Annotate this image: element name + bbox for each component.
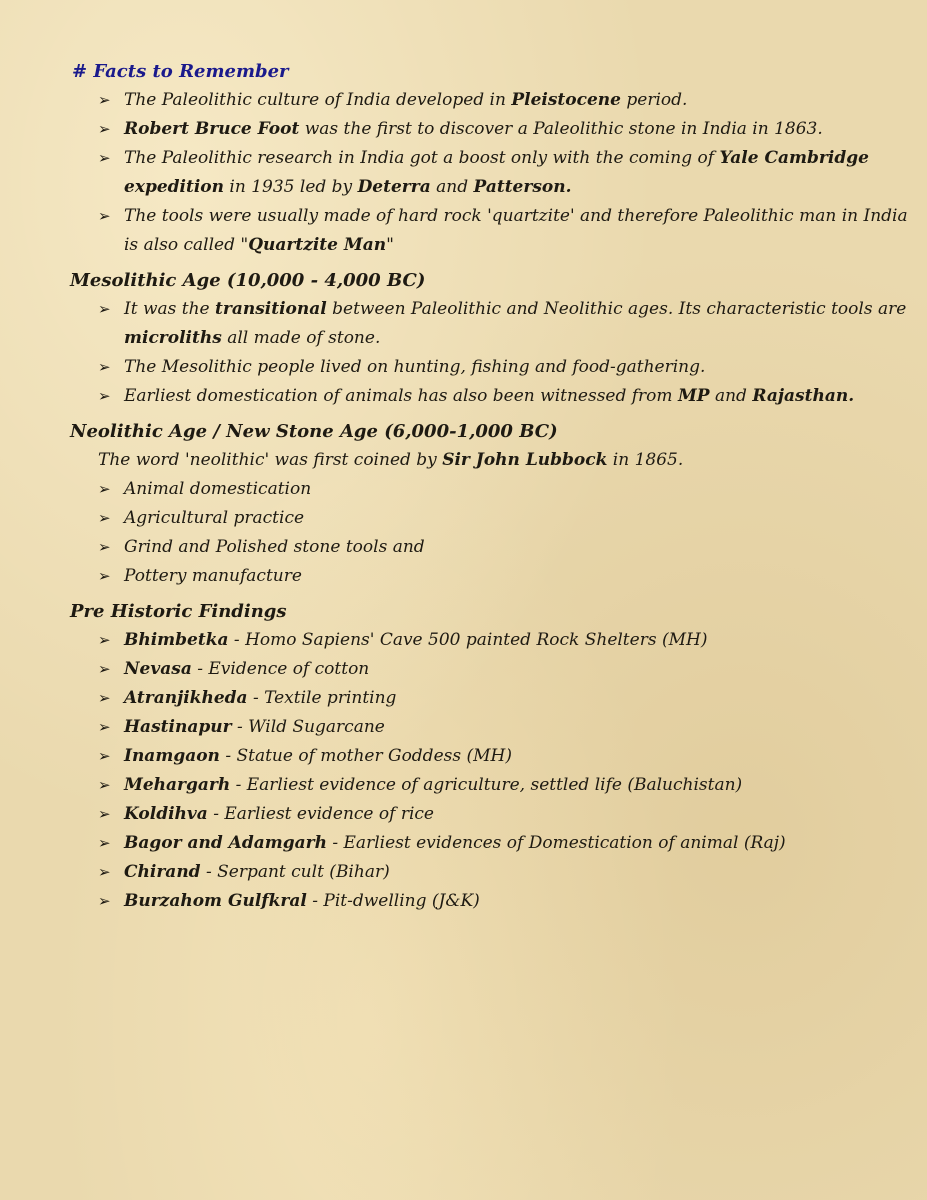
bold-term: Hastinapur: [124, 717, 232, 737]
text-run: - Evidence of cotton: [191, 659, 370, 679]
list-item: [98, 144, 927, 202]
arrow-bullet-icon: ➢: [98, 834, 111, 852]
arrow-bullet-icon: ➢: [98, 358, 111, 376]
arrow-bullet-icon: ➢: [98, 863, 111, 881]
bold-term: Bagor and Adamgarh: [124, 833, 327, 853]
list-item: [98, 475, 927, 504]
facts-title: # Facts to Remember: [72, 61, 289, 82]
arrow-bullet-icon: ➢: [98, 207, 111, 225]
text-run: Agricultural practice: [124, 508, 305, 528]
list-item: [98, 771, 927, 800]
bold-term: Sir John Lubbock: [442, 450, 608, 470]
text-run: was the first to discover a Paleolithic stone in India in 1863.: [299, 119, 823, 139]
bold-term: Nevasa: [124, 659, 192, 679]
neolithic-intro: [98, 446, 927, 475]
text-run: The tools were usually made of hard rock 'quartzite' and therefore Paleolithic man in India is also called ": [124, 206, 908, 255]
bold-term: Chirand: [124, 862, 201, 882]
bold-term: Yale Cambridge expedition: [124, 148, 869, 197]
list-item: [98, 202, 927, 260]
text-run: - Earliest evidences of Domestication of animal (Raj): [326, 833, 786, 853]
text-run: - Earliest evidence of rice: [207, 804, 434, 824]
text-run: Grind and Polished stone tools and: [124, 537, 425, 557]
text-run: Pottery manufacture: [124, 566, 302, 586]
text-run: in 1865.: [607, 450, 684, 470]
list-item: [98, 533, 927, 562]
bold-term: Mehargarh: [124, 775, 231, 795]
text-run: and: [709, 386, 753, 406]
arrow-bullet-icon: ➢: [98, 805, 111, 823]
arrow-bullet-icon: ➢: [98, 892, 111, 910]
text-run: - Pit-dwelling (J&K): [306, 891, 480, 911]
bold-term: Rajasthan.: [752, 386, 855, 406]
bold-term: Robert Bruce Foot: [124, 119, 300, 139]
arrow-bullet-icon: ➢: [98, 747, 111, 765]
list-item: [98, 800, 927, 829]
mesolithic-heading: Mesolithic Age (10,000 - 4,000 BC): [70, 270, 426, 291]
list-item: [98, 382, 927, 411]
arrow-bullet-icon: ➢: [98, 387, 111, 405]
list-item: [98, 504, 927, 533]
text-run: - Serpant cult (Bihar): [200, 862, 390, 882]
neolithic-list: [70, 475, 927, 591]
bold-term: MP: [677, 386, 710, 406]
text-run: Animal domestication: [124, 479, 312, 499]
findings-heading: Pre Historic Findings: [70, 601, 287, 622]
text-run: The Paleolithic culture of India developed in: [124, 90, 512, 110]
text-run: period.: [620, 90, 688, 110]
text-run: - Statue of mother Goddess (MH): [219, 746, 512, 766]
arrow-bullet-icon: ➢: [98, 660, 111, 678]
list-item: [98, 353, 927, 382]
bold-term: Bhimbetka: [124, 630, 229, 650]
list-item: [98, 713, 927, 742]
bold-term: Burzahom Gulfkral: [124, 891, 307, 911]
text-run: all made of stone.: [221, 328, 381, 348]
text-run: ": [386, 235, 394, 255]
list-item: [98, 86, 927, 115]
text-run: in 1935 led by: [224, 177, 358, 197]
arrow-bullet-icon: ➢: [98, 149, 111, 167]
arrow-bullet-icon: ➢: [98, 509, 111, 527]
bold-term: Patterson.: [473, 177, 572, 197]
bold-term: Koldihva: [124, 804, 208, 824]
arrow-bullet-icon: ➢: [98, 567, 111, 585]
text-run: between Paleolithic and Neolithic ages. Its characteristic tools are: [326, 299, 907, 319]
bold-term: Inamgaon: [124, 746, 220, 766]
list-item: [98, 742, 927, 771]
arrow-bullet-icon: ➢: [98, 538, 111, 556]
list-item: [98, 829, 927, 858]
arrow-bullet-icon: ➢: [98, 91, 111, 109]
text-run: - Wild Sugarcane: [231, 717, 385, 737]
list-item: [98, 295, 927, 353]
bold-term: Deterra: [357, 177, 431, 197]
arrow-bullet-icon: ➢: [98, 300, 111, 318]
bold-term: transitional: [215, 299, 327, 319]
text-run: The word 'neolithic' was first coined by: [98, 450, 443, 470]
list-item: [98, 655, 927, 684]
findings-list: [70, 626, 927, 916]
bold-term: Quartzite Man: [248, 235, 387, 255]
arrow-bullet-icon: ➢: [98, 631, 111, 649]
text-run: The Mesolithic people lived on hunting, fishing and food-gathering.: [124, 357, 706, 377]
list-item: [98, 626, 927, 655]
list-item: [98, 887, 927, 916]
text-run: - Earliest evidence of agriculture, settled life (Baluchistan): [230, 775, 743, 795]
bold-term: Atranjikheda: [124, 688, 248, 708]
text-run: and: [430, 177, 474, 197]
bold-term: microliths: [124, 328, 222, 348]
list-item: [98, 562, 927, 591]
list-item: [98, 858, 927, 887]
arrow-bullet-icon: ➢: [98, 480, 111, 498]
text-run: The Paleolithic research in India got a boost only with the coming of: [124, 148, 720, 168]
text-run: - Homo Sapiens' Cave 500 painted Rock Shelters (MH): [228, 630, 708, 650]
facts-list: [70, 86, 927, 260]
text-run: - Textile printing: [247, 688, 397, 708]
text-run: It was the: [124, 299, 216, 319]
arrow-bullet-icon: ➢: [98, 718, 111, 736]
list-item: [98, 684, 927, 713]
arrow-bullet-icon: ➢: [98, 120, 111, 138]
arrow-bullet-icon: ➢: [98, 776, 111, 794]
bold-term: Pleistocene: [511, 90, 621, 110]
arrow-bullet-icon: ➢: [98, 689, 111, 707]
mesolithic-list: [70, 295, 927, 411]
list-item: [98, 115, 927, 144]
text-run: Earliest domestication of animals has also been witnessed from: [124, 386, 678, 406]
neolithic-heading: Neolithic Age / New Stone Age (6,000-1,000 BC): [70, 421, 558, 442]
